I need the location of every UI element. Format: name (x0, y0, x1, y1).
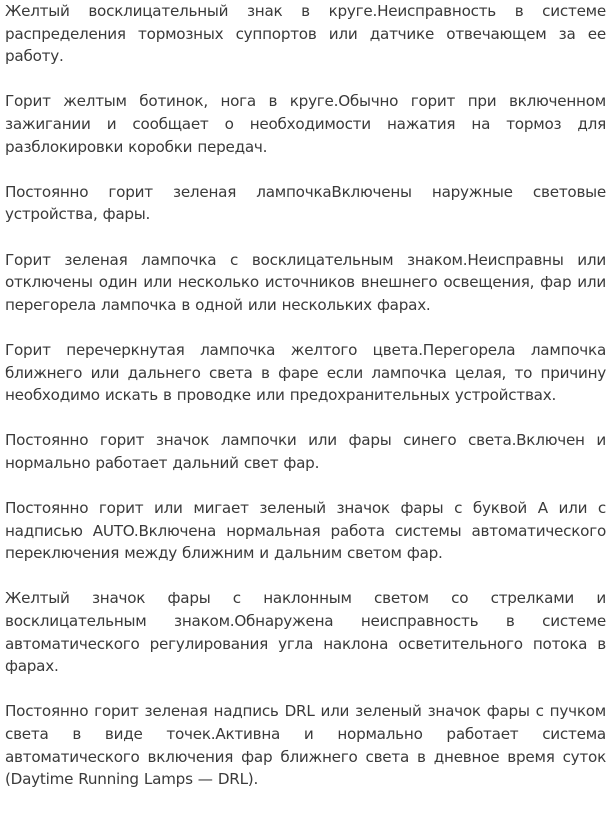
paragraph-headlight-leveling-fault: Желтый значок фары с наклонным светом со стрелками и восклицательным знаком.Обнаружена неисправность в системе автоматического регулирования угла наклона осветительного потока в фарах. (5, 589, 606, 676)
paragraph-high-beam: Постоянно горит значок лампочки или фары синего света.Включен и нормально работает дальний свет фар. (5, 431, 606, 472)
paragraph-exterior-lights-on: Постоянно горит зеленая лампочкаВключены наружные световые устройства, фары. (5, 182, 606, 224)
paragraph-drl: Постоянно горит зеленая надпись DRL или зеленый значок фары с пучком света в виде точек.Активна и нормально работает система автоматического включения фар ближнего света в дневное время суток (Daytime Running Lamps — DRL). (5, 702, 606, 789)
paragraph-foot-brake-indicator: Горит желтым ботинок, нога в круге.Обычно горит при включенном зажигании и сообщает о необходимости нажатия на тормоз для разблокировки коробки передач. (5, 92, 606, 156)
paragraph-brake-caliper-warning: Желтый восклицательный знак в круге.Неисправность в системе распределения тормозных суппортов или датчике отвечающем за ее работу. (5, 2, 606, 66)
paragraph-auto-high-beam: Постоянно горит или мигает зеленый значок фары с буквой А или с надписью AUTO.Включена нормальная работа системы автоматического переключения между ближним и дальним светом фар. (5, 499, 606, 563)
paragraph-lighting-fault: Горит зеленая лампочка с восклицательным знаком.Неисправны или отключены один или несколько источников внешнего освещения, фар или перегорела лампочка в одной или нескольких фарах. (5, 250, 606, 314)
paragraph-bulb-failure: Горит перечеркнутая лампочка желтого цвета.Перегорела лампочка ближнего или дальнего света в фаре если лампочка целая, то причину необходимо искать в проводке или предохранительных устройствах. (5, 340, 606, 405)
